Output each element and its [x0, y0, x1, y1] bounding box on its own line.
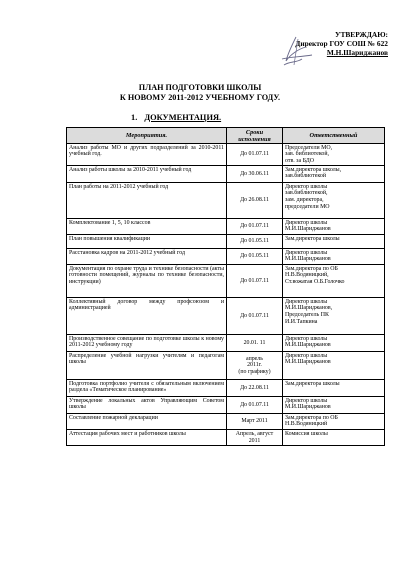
responsible-cell: Директор школы зав.библиотекой, зам. директора, председатели МО	[283, 183, 385, 219]
approval-heading: УТВЕРЖДАЮ:	[335, 30, 388, 39]
table-row	[67, 219, 385, 235]
deadline-cell: До 01.05.11	[227, 235, 283, 249]
responsible-cell: Директор школы М.И.Шариджанов, Председатель ПК И.И.Тапкина	[283, 298, 385, 335]
header-responsible: Ответственный	[283, 128, 385, 144]
activity-cell: План повышения квалификации	[67, 235, 227, 249]
deadline-cell: 20.01. 11	[227, 335, 283, 352]
responsible-cell: Зам.директора по ОБ Н.В.Водяницкий	[283, 414, 385, 430]
activity-cell: Утверждение локальных актов Управляющим Советом школы	[67, 397, 227, 414]
deadline-cell: До 26.08.11	[227, 183, 283, 219]
activity-cell: Расстановка кадров на 2011-2012 учебный год	[67, 249, 227, 265]
responsible-cell: Зам.директора школы	[283, 235, 385, 249]
activity-cell: Производственное совещание по подготовке школы к новому 2011-2012 учебному году	[67, 335, 227, 352]
responsible-cell: Директор школы М.И.Шариджанов	[283, 397, 385, 414]
responsible-cell: Директор школы М.И.Шариджанов	[283, 352, 385, 380]
activity-cell: Анализ работы школы за 2010-2011 учебный год	[67, 166, 227, 183]
activity-cell: Распределение учебной нагрузки учителям и педагогам школы	[67, 352, 227, 380]
table-row	[67, 235, 385, 249]
deadline-cell: До 01.07.11	[227, 397, 283, 414]
approval-name: М.Н.Шариджанов	[326, 48, 388, 58]
deadline-cell: Март 2011	[227, 414, 283, 430]
approval-position: Директор ГОУ СОШ № 622	[295, 39, 388, 49]
table-row	[67, 265, 385, 298]
table-row	[67, 352, 385, 380]
title-line-1: ПЛАН ПОДГОТОВКИ ШКОЛЫ	[138, 83, 262, 92]
table-row	[67, 414, 385, 430]
activity-cell: Составление пожарной декларации	[67, 414, 227, 430]
responsible-cell: Зам.директора по ОБ Н.В.Водяницкий, Ст.вожатая О.Б.Голочко	[283, 265, 385, 298]
responsible-cell: Зам.директора школы	[283, 380, 385, 397]
signature-image	[276, 35, 316, 69]
responsible-cell: Директор школы М.И.Шариджанов	[283, 249, 385, 265]
header-activity: Мероприятия.	[67, 128, 227, 144]
responsible-cell: Директор школы М.И.Шариджанов	[283, 335, 385, 352]
activity-cell: Коллективный договор между профсоюзом и администрацией	[67, 298, 227, 335]
deadline-cell: До 01.07.11	[227, 219, 283, 235]
table-row	[67, 397, 385, 414]
title-line-2: К НОВОМУ 2011-2012 УЧЕБНОМУ ГОДУ.	[119, 92, 281, 102]
activity-cell: Подготовка портфолио учителя с обязательным включением раздела «Тематическое планирование»	[67, 380, 227, 397]
deadline-cell: До 22.08.11	[227, 380, 283, 397]
table-row	[67, 249, 385, 265]
section-title: ДОКУМЕНТАЦИЯ.	[144, 113, 222, 122]
activity-cell: Аттестация рабочих мест и работников школы	[67, 430, 227, 446]
activity-cell: Документация по охране труда и технике безопасности (акты готовности помещений, журналы по технике безопасности, инструкции)	[67, 265, 227, 298]
activity-cell: Комплектование 1, 5, 10 классов	[67, 219, 227, 235]
responsible-cell: Председатели МО, зав. библиотекой, отв. за БДО	[283, 144, 385, 166]
plan-table	[66, 127, 385, 446]
responsible-cell: Комиссия школы	[283, 430, 385, 446]
deadline-cell: До 01.07.11	[227, 298, 283, 335]
table-row	[67, 183, 385, 219]
deadline-cell: Апрель, август 2011	[227, 430, 283, 446]
header-deadline: Сроки исполнения	[227, 128, 283, 144]
document-title	[0, 83, 400, 102]
deadline-cell: апрель 2011г. (по графику)	[227, 352, 283, 380]
table-row	[67, 144, 385, 166]
deadline-cell: До 01.07.11	[227, 265, 283, 298]
section-number: 1.	[131, 113, 138, 122]
deadline-cell: До 01.05.11	[227, 249, 283, 265]
deadline-cell: До 01.07.11	[227, 144, 283, 166]
table-row	[67, 335, 385, 352]
activity-cell: Анализ работы МО и других подразделений за 2010-2011 учебный год.	[67, 144, 227, 166]
responsible-cell: Зам.директора школы, зав.библиотекой	[283, 166, 385, 183]
table-row	[67, 380, 385, 397]
table-row	[67, 298, 385, 335]
responsible-cell: Директор школы М.И.Шариджанов	[283, 219, 385, 235]
activity-cell: План работы на 2011-2012 учебный год	[67, 183, 227, 219]
deadline-cell: До 30.06.11	[227, 166, 283, 183]
table-row	[67, 166, 385, 183]
section-heading	[131, 113, 221, 122]
table-header-row	[67, 128, 385, 144]
table-row	[67, 430, 385, 446]
